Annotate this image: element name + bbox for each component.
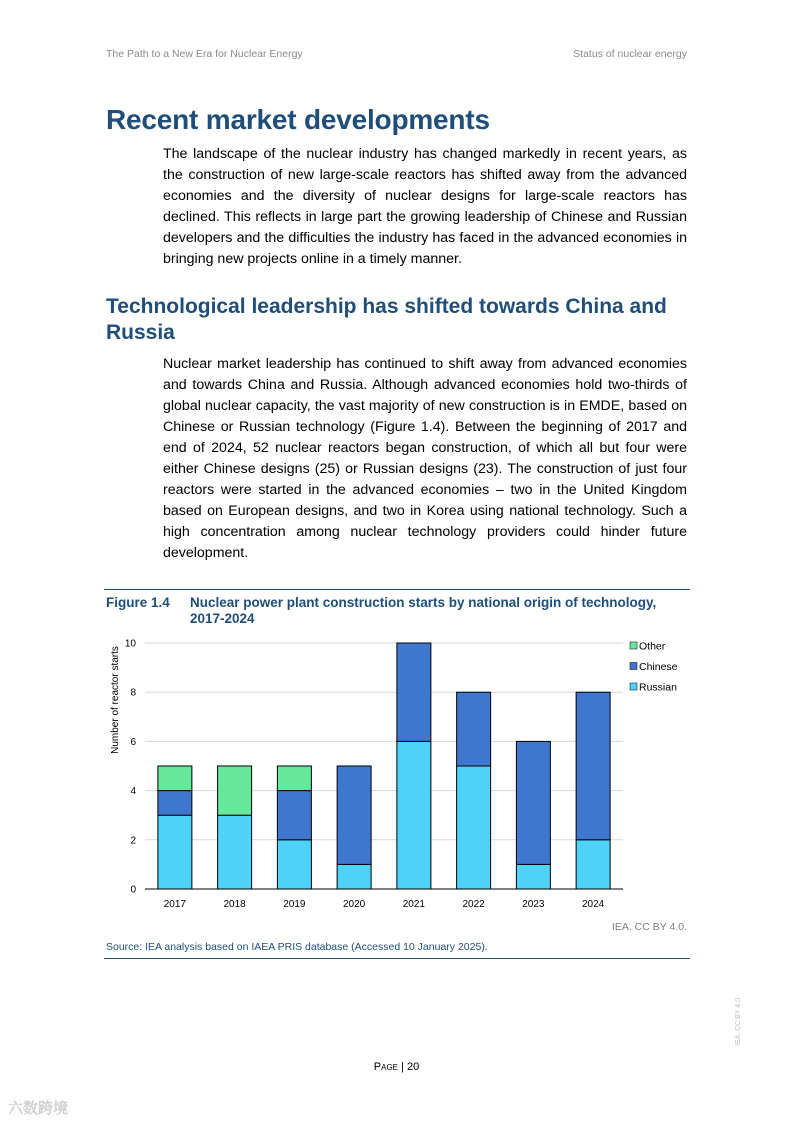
page-number-value: 20 [406,1061,420,1073]
legend-swatch-chinese [630,663,637,670]
bar-chinese-2020 [337,766,371,864]
bar-russian-2024 [576,840,610,889]
section-paragraph: The landscape of the nuclear industry has changed markedly in recent years, as the construction of new large-scale reactors has shifted away from the advanced economies and the diversity of nuclear designs for large-scale reactors has declined. This reflects in large part the growing leadership of Chinese and Russian developers and the difficulties the industry has faced in the advanced economies in bringing new projects online in a timely manner. [163,146,687,267]
x-tick-label: 2018 [223,899,246,910]
page-number: Page | 20 [373,1061,420,1073]
bar-russian-2022 [457,766,491,889]
subsection-title: Technological leadership has shifted towards China and Russia [106,295,667,344]
bar-chinese-2024 [576,692,610,840]
bar-other-2017 [158,766,192,791]
page-prefix: Page [373,1061,398,1073]
side-license: IEA. CC BY 4.0. [735,995,742,1046]
bar-russian-2020 [337,864,371,889]
bar-chinese-2023 [516,741,550,864]
figure-bottom-rule [104,958,690,959]
bar-chinese-2021 [397,643,431,741]
watermark-logo: 六数跨境 [8,1100,69,1117]
bar-chinese-2022 [457,692,491,766]
section-title: Recent market developments [106,104,490,135]
bar-chinese-2017 [158,791,192,816]
figure-source: Source: IEA analysis based on IAEA PRIS database (Accessed 10 January 2025). [106,941,488,953]
x-tick-label: 2023 [522,899,545,910]
figure-label: Figure 1.4 [106,595,170,610]
figure-title: Nuclear power plant construction starts by national origin of technology, 2017-2024 [190,595,657,626]
legend-label-other: Other [639,640,666,653]
bar-russian-2018 [218,815,252,889]
y-tick-label: 0 [130,884,136,896]
bar-russian-2017 [158,815,192,889]
running-header-right: Status of nuclear energy [573,48,687,60]
legend-label-russian: Russian [639,681,677,694]
y-axis-label: Number of reactor starts [110,646,121,754]
y-tick-label: 2 [130,835,136,847]
legend-swatch-russian [630,683,637,690]
running-header-left: The Path to a New Era for Nuclear Energy [106,48,303,60]
y-tick-label: 6 [130,736,136,748]
x-tick-label: 2020 [343,899,366,910]
bar-russian-2019 [277,840,311,889]
y-tick-label: 4 [130,786,136,798]
subsection-paragraph: Nuclear market leadership has continued to shift away from advanced economies and towards China and Russia. Although advanced economies hold two-thirds of global nuclear capacity, the vast majority of new construction is in EMDE, based on Chinese or Russian technology (Figure 1.4). Between the beginning of 2017 and end of 2024, 52 nuclear reactors began construction, of which all but four were either Chinese designs (25) or Russian designs (23). The construction of just four reactors were started in the advanced economies – two in the United Kingdom based on European designs, and two in Korea using national technology. Such a high concentration among nuclear technology providers could hinder future development. [163,356,687,561]
bar-other-2018 [218,766,252,815]
figure-credit: IEA. CC BY 4.0. [611,921,687,933]
bar-russian-2023 [516,864,550,889]
x-tick-label: 2019 [283,899,306,910]
x-tick-label: 2021 [402,899,425,910]
x-tick-label: 2022 [462,899,485,910]
x-tick-label: 2024 [582,899,605,910]
bar-chinese-2019 [277,791,311,840]
y-tick-label: 10 [124,638,136,650]
x-tick-label: 2017 [163,899,186,910]
bar-russian-2021 [397,741,431,889]
legend-label-chinese: Chinese [639,661,678,673]
legend-swatch-other [630,642,637,649]
bar-other-2019 [277,766,311,791]
y-tick-label: 8 [130,687,136,699]
